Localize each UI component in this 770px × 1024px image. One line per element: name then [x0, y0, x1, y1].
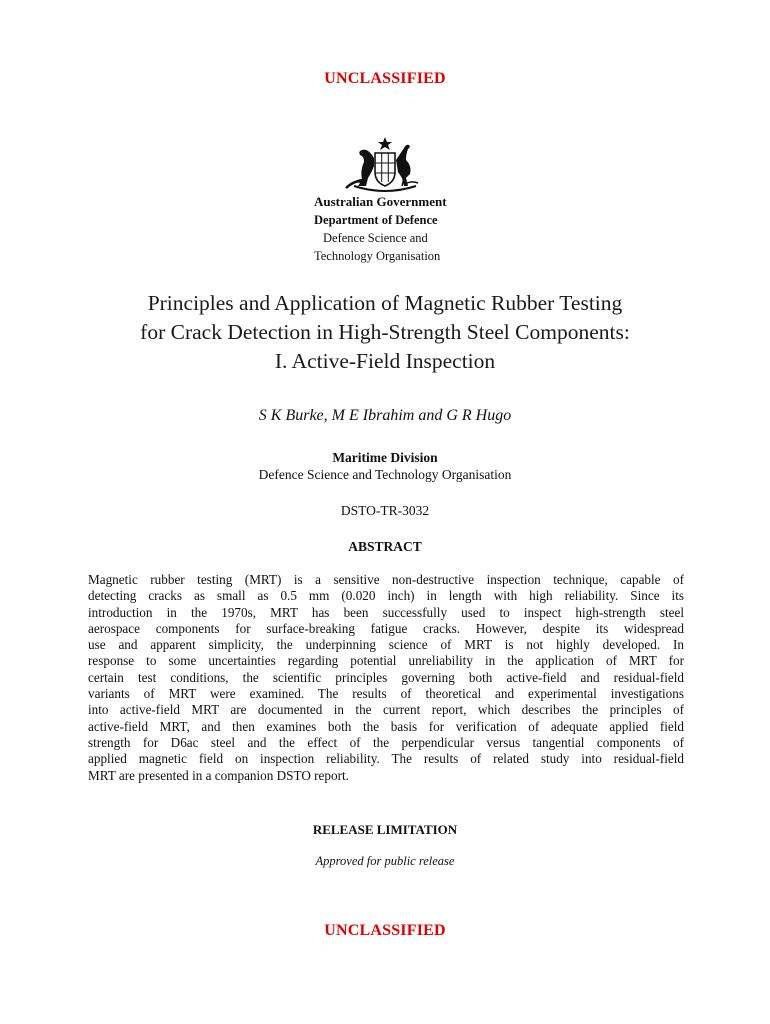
- report-title: [40, 289, 730, 376]
- abstract-line: variants of MRT were examined. The results of theoretical and experimental investigations: [88, 686, 684, 702]
- abstract-line: detecting cracks as small as 0.5 mm (0.020 inch) in length with high reliability. Since its: [88, 588, 684, 604]
- release-limitation-heading: RELEASE LIMITATION: [312, 822, 458, 837]
- abstract-line: aerospace components for surface-breaking fatigue cracks. However, despite its widespread: [88, 620, 684, 636]
- abstract-line: MRT are presented in a companion DSTO report.: [88, 767, 349, 783]
- classification-footer: UNCLASSIFIED: [324, 922, 446, 939]
- agency-block: [314, 193, 447, 265]
- title-line-3: I. Active-Field Inspection: [274, 349, 496, 373]
- australian-coat-of-arms-icon: [340, 136, 430, 194]
- title-line-2: for Crack Detection in High-Strength Steel Components:: [140, 320, 630, 344]
- organisation-line-2: Technology Organisation: [314, 249, 441, 263]
- abstract-line: introduction in the 1970s, MRT has been successfully used to inspect high-strength steel: [88, 604, 684, 620]
- abstract-line: active-field MRT, and then examines both the basis for verification of adequate applied field: [88, 718, 684, 734]
- authors: S K Burke, M E Ibrahim and G R Hugo: [258, 407, 512, 424]
- organisation-name: Defence Science and Technology Organisation: [258, 467, 512, 482]
- abstract-body: [88, 572, 684, 784]
- classification-header: UNCLASSIFIED: [324, 70, 446, 87]
- abstract-line: certain test conditions, the scientific principles governing both active-field and residual-field: [88, 669, 684, 685]
- organisation-line-1: Defence Science and: [323, 231, 428, 245]
- abstract-heading: ABSTRACT: [348, 539, 422, 554]
- government-name: Australian Government: [314, 194, 447, 209]
- abstract-line: strength for D6ac steel and the effect of the perpendicular versus tangential components of: [88, 734, 684, 750]
- abstract-line: use and apparent simplicity, the underpinning science of MRT is not highly developed. In: [88, 637, 684, 653]
- report-number: DSTO-TR-3032: [340, 503, 430, 518]
- division: Maritime Division: [332, 450, 438, 465]
- abstract-line: into active-field MRT are documented in the current report, which describes the principles of: [88, 702, 684, 718]
- department-name: Department of Defence: [314, 213, 438, 227]
- title-line-1: Principles and Application of Magnetic Rubber Testing: [147, 291, 623, 315]
- abstract-line: response to some uncertainties regarding potential unreliability in the application of MRT for: [88, 653, 684, 669]
- abstract-line: applied magnetic field on inspection reliability. The results of related study into residual-field: [88, 751, 684, 767]
- abstract-line: Magnetic rubber testing (MRT) is a sensitive non-destructive inspection technique, capable of: [88, 572, 684, 587]
- release-limitation-text: Approved for public release: [315, 854, 455, 868]
